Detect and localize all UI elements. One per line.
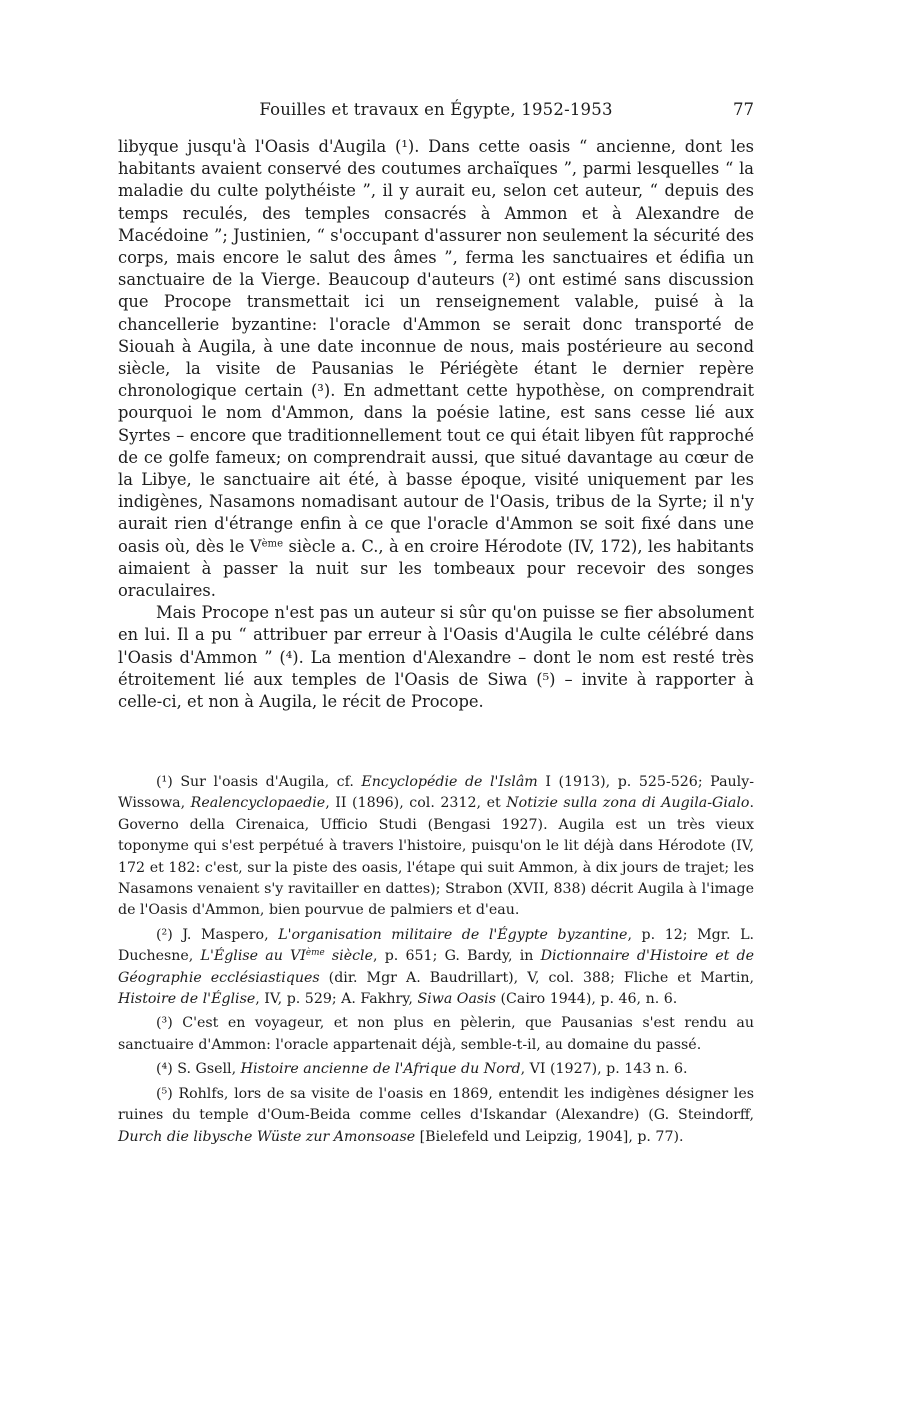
body-text bbox=[118, 136, 754, 713]
footnote-text: , p. 12; Mgr. L. Duchesne, bbox=[118, 926, 754, 965]
superscript-ordinal: ème bbox=[261, 538, 284, 550]
footnote-ref-1: (¹) bbox=[394, 137, 415, 156]
text-segment: siècle a. C., à en croire Hérodote (IV, 172), les habitants aimaient à passer la nuit sur les tombeaux pour recevoir des songes oraculaires. bbox=[118, 536, 754, 601]
footnote-ref-5: (⁵) bbox=[536, 669, 556, 689]
footnote-text: C'est en voyageur, et non plus en pèlerin, que Pausanias s'est rendu au sanctuaire d'Ammon: l'oracle appartenait déjà, semble-t-il, au domaine du passé. bbox=[118, 1015, 754, 1053]
footnote-title: siècle bbox=[324, 948, 373, 965]
footnote-title: Durch die libysche Wüste zur Amonsoase bbox=[118, 1128, 416, 1145]
footnote-text: Sur l'oasis d'Augila, cf. bbox=[172, 774, 362, 790]
page-number: 77 bbox=[733, 100, 754, 119]
running-title: Fouilles et travaux en Égypte, 1952-1953 bbox=[259, 100, 613, 119]
footnote-mark: (¹) bbox=[156, 774, 173, 790]
paragraph-2 bbox=[118, 602, 754, 713]
paragraph-1 bbox=[118, 136, 754, 602]
text-segment: . Dans cette oasis “ ancienne, dont les habitants avaient conservé des coutumes archaïques ”, parmi lesquelles “ la maladie du culte polythéiste ”, il y aurait eu, selon cet auteur, “ depuis des temps reculés, des temples consacrés à Ammon et à Alexandre de Macédoine ”; Justinien, “ s'occupant d'assurer non seulement la sécurité des corps, mais encore le salut des âmes ”, ferma les sanctuaires et édifia un sanctuaire de la Vierge. Beaucoup d'auteurs bbox=[118, 137, 754, 290]
text-segment: libyque jusqu'à l'Oasis d'Augila bbox=[118, 137, 395, 156]
text-segment: ont estimé sans discussion que Procope transmettait ici un renseignement valable, puisé à la chancellerie byzantine: l'oracle d'Ammon se serait donc transporté de Siouah à Augila, à une date inconnue de nous, mais postérieure au second siècle, la visite de Pausanias le Périégète étant le dernier repère chronologique certain bbox=[118, 270, 754, 401]
footnote-text: (Cairo 1944), p. 46, n. 6. bbox=[496, 991, 678, 1008]
text-segment: Mais Procope n'est pas un auteur si sûr qu'on puisse se fier absolument en lui. Il a pu “ attribuer par erreur à l'Oasis d'Augila le culte célébré dans l'Oasis d'Ammon ” bbox=[118, 603, 754, 667]
text-segment: . En admettant cette hypothèse, on comprendrait pourquoi le nom d'Ammon, dans la poésie latine, est sans cesse lié aux Syrtes – encore que traditionnellement tout ce qui était libyen fût rapproché de ce golfe fameux; on comprendrait aussi, que situé davantage au cœur de la Libye, le sanctuaire ait été, à basse époque, visité uniquement par les indigènes, Nasamons nomadisant autour de l'Oasis, tribus de la Syrte; il n'y aurait rien d'étrange enfin à ce que l'oracle d'Ammon se soit fixé dans une oasis où, dès le V bbox=[118, 381, 755, 556]
footnote-ref-3: (³) bbox=[310, 381, 331, 401]
footnote-mark: (²) bbox=[156, 926, 173, 943]
footnote-text: I (1913), p. 525-526; Pauly-Wissowa, bbox=[118, 774, 755, 812]
footnote-mark: (⁵) bbox=[156, 1085, 173, 1102]
footnote-title: Histoire ancienne de l'Afrique du Nord bbox=[240, 1061, 521, 1078]
footnotes bbox=[118, 772, 754, 1151]
footnote-5 bbox=[118, 1084, 754, 1148]
footnote-mark: (⁴) bbox=[156, 1061, 173, 1078]
footnote-text: , VI (1927), p. 143 n. 6. bbox=[520, 1061, 688, 1078]
text-segment: – invite à rapporter à celle-ci, et non à Augila, le récit de Procope. bbox=[118, 669, 754, 712]
footnote-mark: (³) bbox=[156, 1015, 173, 1032]
footnote-text: [Bielefeld und Leipzig, 1904], p. 77). bbox=[415, 1128, 684, 1145]
footnote-title: L'Église au VI bbox=[200, 948, 306, 965]
running-head bbox=[118, 100, 754, 124]
superscript-ordinal: ème bbox=[305, 948, 325, 959]
footnote-3 bbox=[118, 1013, 754, 1056]
footnote-text: J. Maspero, bbox=[172, 926, 279, 943]
footnote-text: , p. 651; G. Bardy, in bbox=[372, 948, 541, 965]
footnote-ref-2: (²) bbox=[501, 270, 522, 290]
footnote-2 bbox=[118, 925, 754, 1011]
footnote-1 bbox=[118, 772, 754, 922]
footnote-title: Siwa Oasis bbox=[417, 991, 496, 1008]
footnote-text: . Governo della Cirenaica, Ufficio Studi (Bengasi 1927). Augila est un très vieux toponyme qui s'est perpétué à travers l'histoire, puisqu'on le lit déjà dans Hérodote (IV, 172 et 182: c'est, sur la piste des oasis, l'étape qui suit Ammon, à dix jours de trajet; les Nasamons venaient s'y ravitailler en dattes); Strabon (XVII, 838) décrit Augila à l'image de l'Oasis d'Ammon, bien pourvue de palmiers et d'eau. bbox=[118, 795, 754, 919]
footnote-title: Dictionnaire d'Histoire et de Géographie ecclésiastiques bbox=[118, 948, 755, 986]
footnote-title: L'organisation militaire de l'Égypte byzantine bbox=[278, 926, 628, 943]
footnote-4 bbox=[118, 1059, 754, 1080]
footnote-text: , II (1896), col. 2312, et bbox=[325, 795, 507, 812]
footnote-text: Rohlfs, lors de sa visite de l'oasis en 1869, entendit les indigènes désigner les ruines du temple d'Oum-Beida comme celles d'Iskandar (Alexandre) (G. Steindorff, bbox=[118, 1085, 754, 1124]
footnote-ref-4: (⁴) bbox=[279, 647, 299, 667]
footnote-title: Notizie sulla zona di Augila-Gialo bbox=[506, 795, 750, 812]
footnote-title: Realencyclopaedie bbox=[190, 795, 326, 812]
footnote-text: S. Gsell, bbox=[172, 1061, 241, 1078]
footnote-text: , IV, p. 529; A. Fakhry, bbox=[255, 991, 418, 1008]
text-segment: . La mention d'Alexandre – dont le nom est resté très étroitement lié aux temples de l'Oasis de Siwa bbox=[118, 647, 754, 689]
footnote-text: (dir. Mgr A. Baudrillart), V, col. 388; Fliche et Martin, bbox=[319, 969, 755, 986]
footnote-title: Histoire de l'Église bbox=[118, 991, 256, 1008]
footnote-title: Encyclopédie de l'Islâm bbox=[361, 774, 538, 790]
